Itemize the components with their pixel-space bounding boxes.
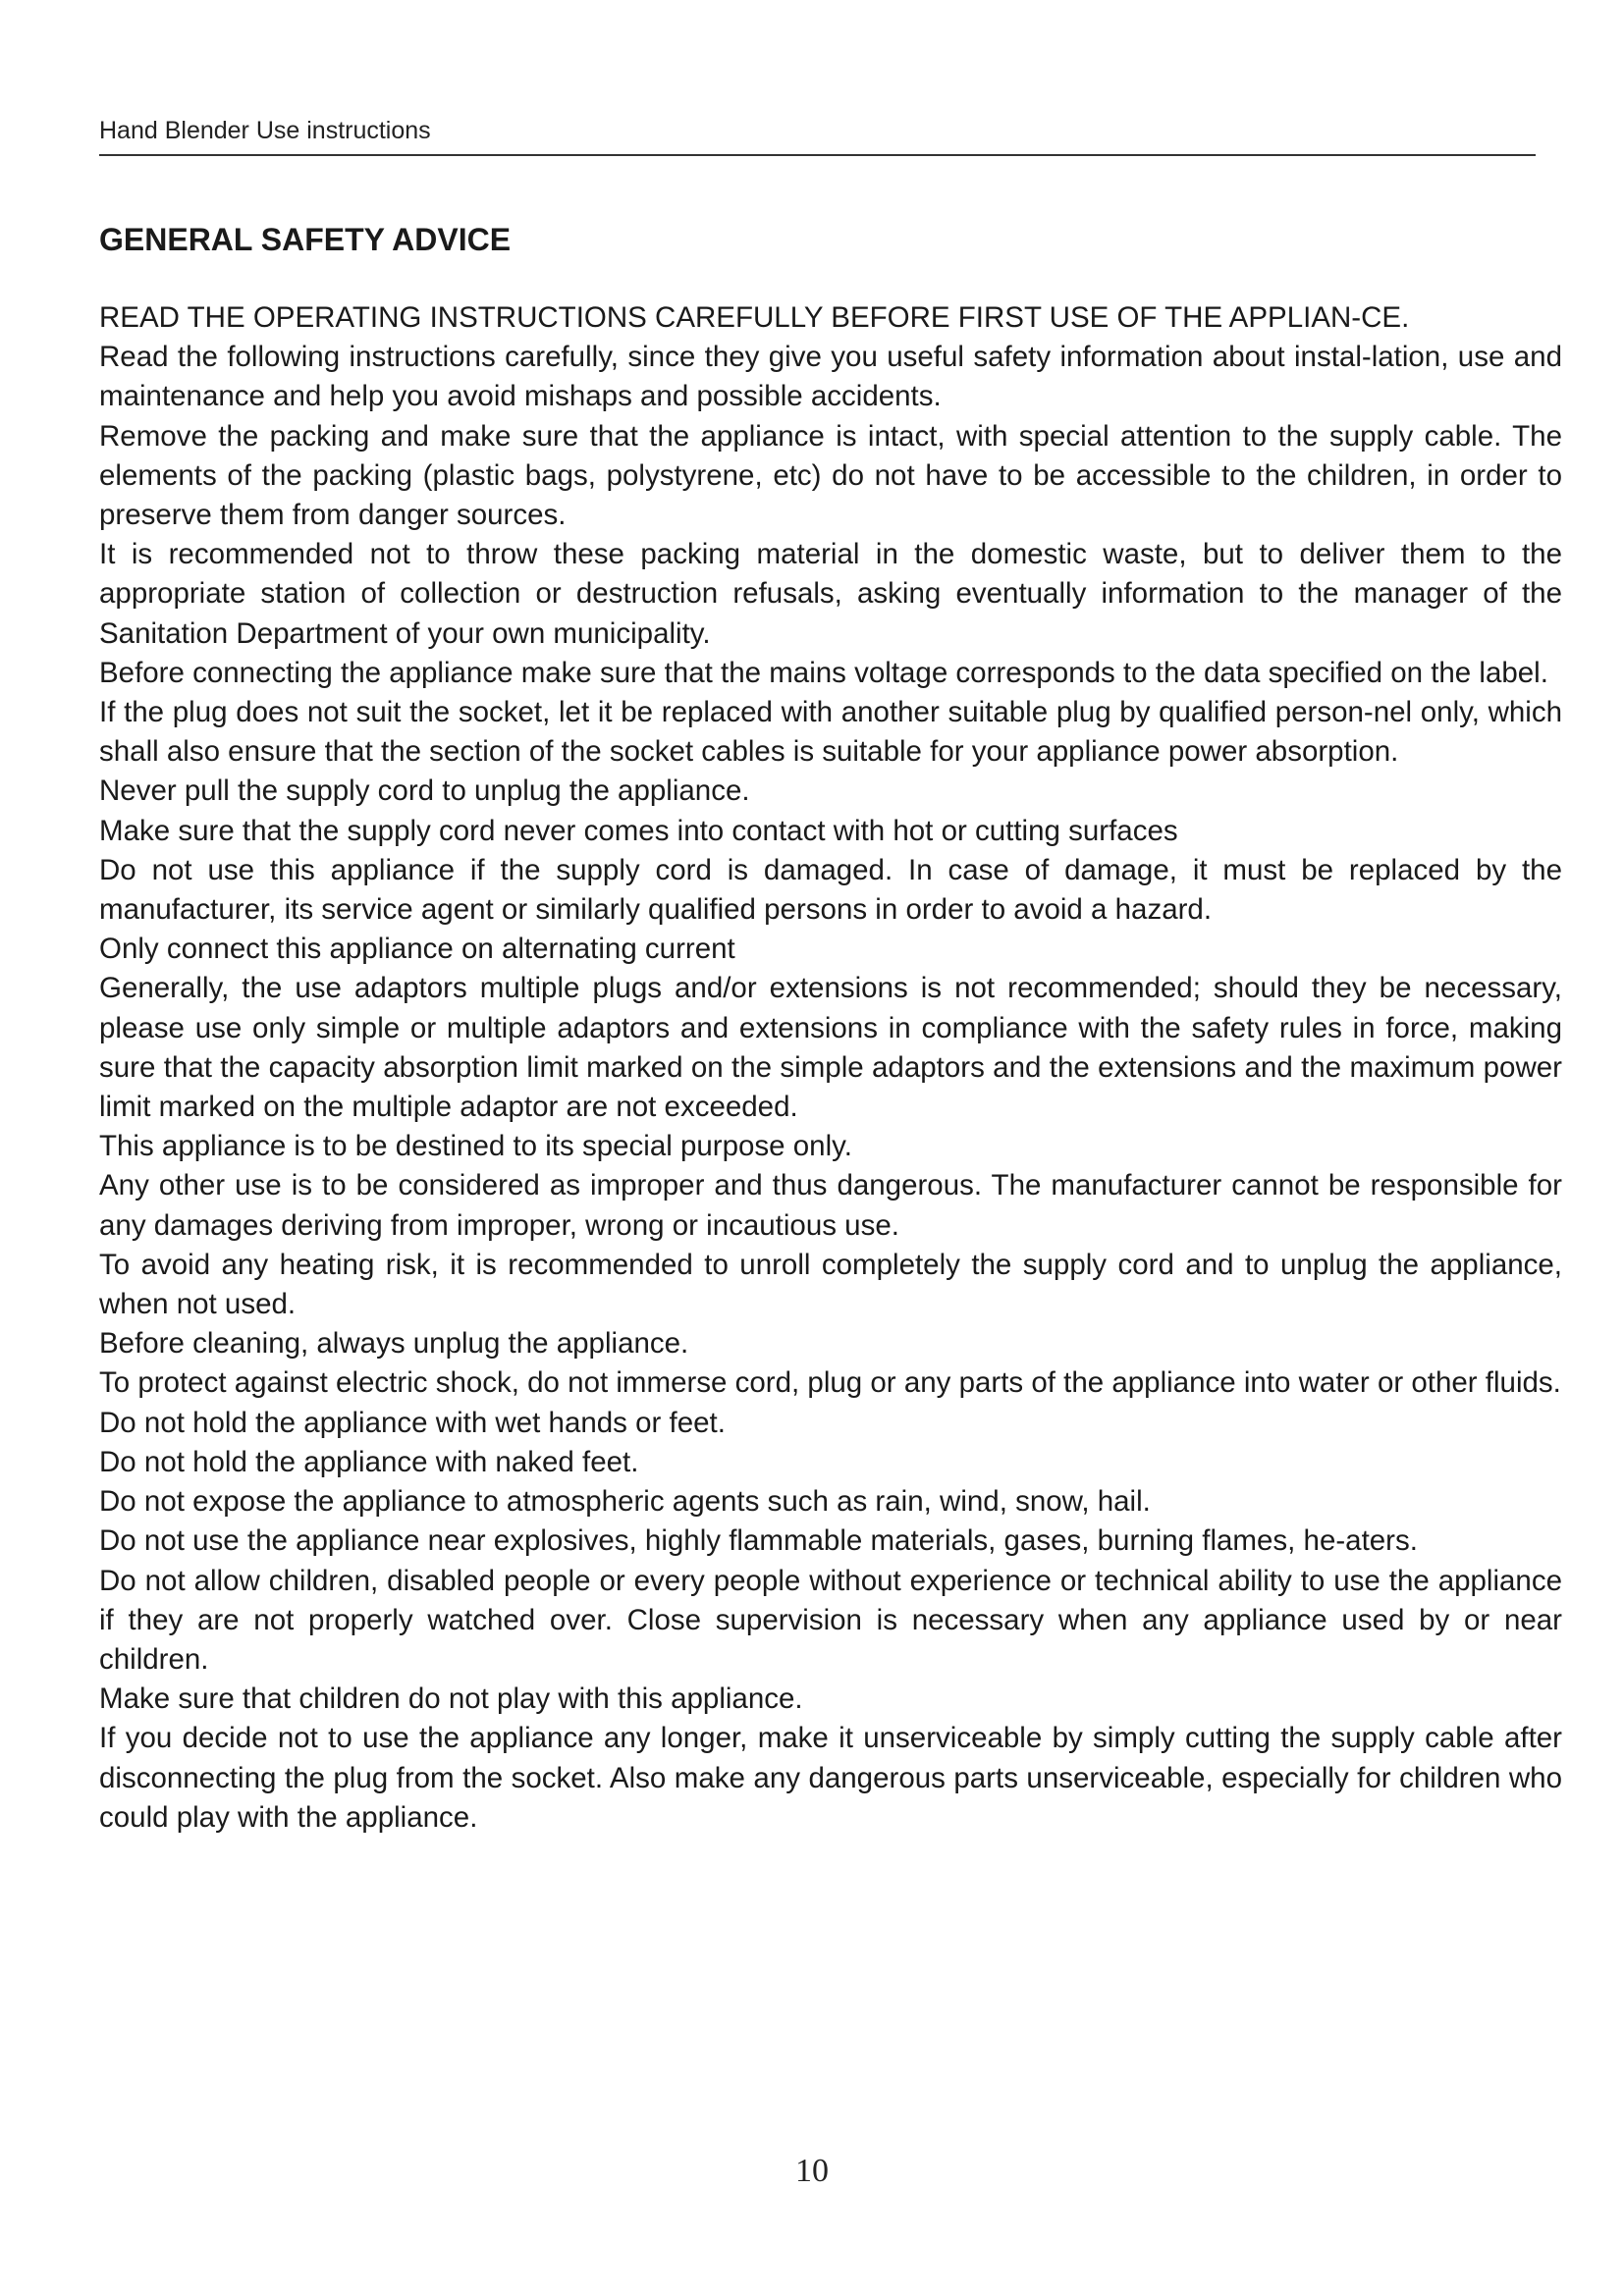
paragraph: To protect against electric shock, do not immerse cord, plug or any parts of the appliance into water or other fluids. bbox=[99, 1366, 1561, 1400]
section-title: GENERAL SAFETY ADVICE bbox=[99, 222, 512, 257]
paragraph: Make sure that children do not play with this appliance. bbox=[99, 1682, 803, 1716]
paragraph: Read the following instructions carefully, since they give you useful safety information about instal-lation, use and maintenance and help you avoid mishaps and possible accidents. bbox=[99, 341, 1562, 413]
paragraph: Remove the packing and make sure that the appliance is intact, with special attention to the supply cable. The elements of the packing (plastic bags, polystyrene, etc) do not have to be accessible to the children, in order to preserve them from danger sources. bbox=[99, 419, 1562, 532]
paragraph: Before connecting the appliance make sure that the mains voltage corresponds to the data specified on the label. bbox=[99, 656, 1548, 689]
paragraph: To avoid any heating risk, it is recommended to unroll completely the supply cord and to unplug the appliance, when not used. bbox=[99, 1248, 1562, 1321]
paragraph: Any other use is to be considered as improper and thus dangerous. The manufacturer cannot be responsible for any damages deriving from improper, wrong or incautious use. bbox=[99, 1169, 1562, 1242]
paragraph: Only connect this appliance on alternating current bbox=[99, 933, 735, 966]
page-number: 10 bbox=[795, 2153, 829, 2189]
paragraph: Do not hold the appliance with wet hands or feet. bbox=[99, 1406, 726, 1439]
paragraph: If the plug does not suit the socket, let it be replaced with another suitable plug by qualified person-nel only, which shall also ensure that the section of the socket cables is suitable for your appliance power absorption. bbox=[99, 696, 1562, 769]
paragraph: Generally, the use adaptors multiple plugs and/or extensions is not recommended; should they be necessary, please use only simple or multiple adaptors and extensions in compliance with the safety rules in force, making sure that the capacity absorption limit marked on the simple adaptors and the extensions and the maximum power limit marked on the multiple adaptor are not exceeded. bbox=[99, 972, 1562, 1124]
paragraph: Do not use the appliance near explosives, highly flammable materials, gases, burning flames, he-aters. bbox=[99, 1524, 1418, 1558]
paragraph: Never pull the supply cord to unplug the appliance. bbox=[99, 774, 750, 808]
paragraph: It is recommended not to throw these packing material in the domestic waste, but to deliver them to the appropriate station of collection or destruction refusals, asking eventually information to the manager of the Sanitation Department of your own municipality. bbox=[99, 538, 1562, 650]
header-divider bbox=[99, 154, 1536, 156]
paragraph: Before cleaning, always unplug the appliance. bbox=[99, 1327, 689, 1361]
paragraph: If you decide not to use the appliance any longer, make it unserviceable by simply cutting the supply cable after disconnecting the plug from the socket. Also make any dangerous parts unserviceable, especially for children who could play with the appliance. bbox=[99, 1722, 1562, 1834]
paragraph: Do not expose the appliance to atmospheric agents such as rain, wind, snow, hail. bbox=[99, 1485, 1151, 1519]
paragraph: READ THE OPERATING INSTRUCTIONS CAREFULLY BEFORE FIRST USE OF THE APPLIAN-CE. bbox=[99, 301, 1410, 334]
paragraph: Make sure that the supply cord never comes into contact with hot or cutting surfaces bbox=[99, 814, 1178, 847]
paragraph: Do not hold the appliance with naked feet. bbox=[99, 1445, 639, 1478]
running-header: Hand Blender Use instructions bbox=[99, 117, 431, 144]
paragraph: This appliance is to be destined to its special purpose only. bbox=[99, 1130, 852, 1163]
paragraph: Do not use this appliance if the supply cord is damaged. In case of damage, it must be replaced by the manufacturer, its service agent or similarly qualified persons in order to avoid a hazard. bbox=[99, 853, 1562, 927]
safety-advice-body bbox=[99, 298, 1562, 1838]
paragraph: Do not allow children, disabled people or every people without experience or technical ability to use the appliance if they are not properly watched over. Close supervision is necessary when any appliance used by or near children. bbox=[99, 1564, 1562, 1676]
